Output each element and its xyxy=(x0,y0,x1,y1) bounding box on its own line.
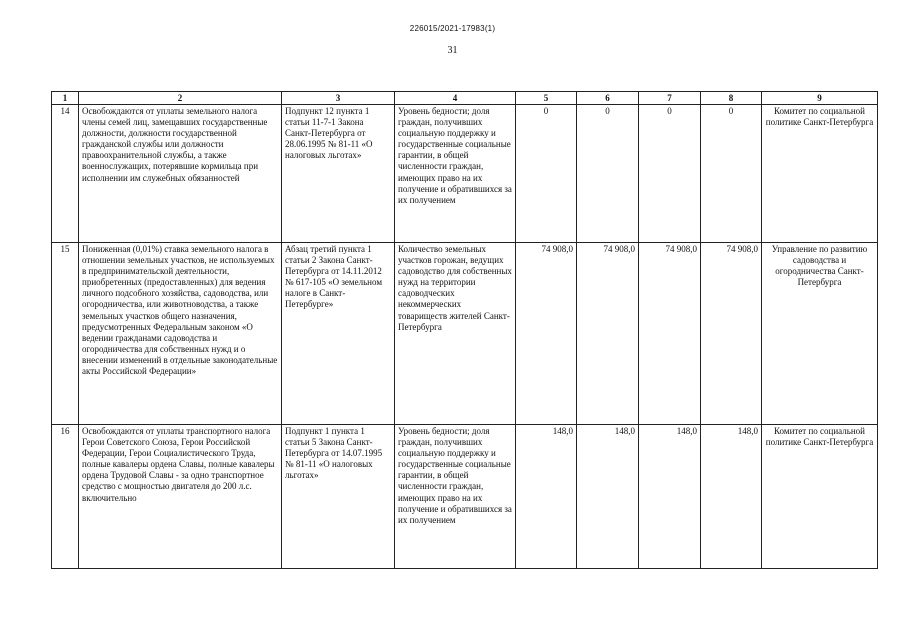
benefit-description: Освобождаются от уплаты земельного налога члены семей лиц, замещавших государственные должности, должности государственной гражданской службы или должности правоохранительной службы, а также военнослужащих, потерявшие кормильца при исполнении им служебных обязанностей xyxy=(79,105,282,243)
value-col7: 0 xyxy=(639,105,701,243)
legal-basis: Подпункт 1 пункта 1 статьи 5 Закона Санкт-Петербурга от 14.07.1995 № 81-11 «О налоговых льготах» xyxy=(282,425,395,569)
value-col6: 0 xyxy=(577,105,639,243)
row-number: 15 xyxy=(52,243,79,425)
column-header: 1 xyxy=(52,92,79,105)
row-number: 16 xyxy=(52,425,79,569)
table-row xyxy=(52,425,878,569)
value-col5: 0 xyxy=(516,105,577,243)
value-col7: 148,0 xyxy=(639,425,701,569)
header-row xyxy=(52,92,878,105)
benefit-description: Освобождаются от уплаты транспортного налога Герои Советского Союза, Герои Российской Федерации, Герои Социалистического Труда, полные кавалеры ордена Славы, полные кавалеры ордена Трудовой Славы - за одно транспортное средство с мощностью двигателя до 200 л.с. включительно xyxy=(79,425,282,569)
value-col7: 74 908,0 xyxy=(639,243,701,425)
column-header: 6 xyxy=(577,92,639,105)
column-header: 4 xyxy=(395,92,516,105)
column-header: 9 xyxy=(762,92,878,105)
target-indicator: Уровень бедности; доля граждан, получивших социальную поддержку и государственные социальные гарантии, в общей численности граждан, имеющих право на их получение и обратившихся за их получением xyxy=(395,105,516,243)
target-indicator: Уровень бедности; доля граждан, получивших социальную поддержку и государственные социальные гарантии, в общей численности граждан, имеющих право на их получение и обратившихся за их получением xyxy=(395,425,516,569)
tax-benefits-table xyxy=(51,91,878,569)
value-col6: 74 908,0 xyxy=(577,243,639,425)
page-number: 31 xyxy=(447,45,458,56)
curator: Комитет по социальной политике Санкт-Петербурга xyxy=(762,425,878,569)
legal-basis: Подпункт 12 пункта 1 статьи 11-7-1 Закона Санкт-Петербурга от 28.06.1995 № 81-11 «О налоговых льготах» xyxy=(282,105,395,243)
curator: Управление по развитию садоводства и огородничества Санкт-Петербурга xyxy=(762,243,878,425)
value-col5: 74 908,0 xyxy=(516,243,577,425)
document-id: 226015/2021-17983(1) xyxy=(409,24,496,33)
value-col8: 148,0 xyxy=(701,425,762,569)
value-col8: 0 xyxy=(701,105,762,243)
value-col6: 148,0 xyxy=(577,425,639,569)
curator: Комитет по социальной политике Санкт-Петербурга xyxy=(762,105,878,243)
column-header: 5 xyxy=(516,92,577,105)
table-row xyxy=(52,105,878,243)
column-header: 7 xyxy=(639,92,701,105)
target-indicator: Количество земельных участков горожан, ведущих садоводство для собственных нужд на территории садоводческих некоммерческих товариществ жителей Санкт-Петербурга xyxy=(395,243,516,425)
column-header: 3 xyxy=(282,92,395,105)
row-number: 14 xyxy=(52,105,79,243)
column-header: 2 xyxy=(79,92,282,105)
table-row xyxy=(52,243,878,425)
legal-basis: Абзац третий пункта 1 статьи 2 Закона Санкт-Петербурга от 14.11.2012 № 617-105 «О земельном налоге в Санкт-Петербурге» xyxy=(282,243,395,425)
column-header: 8 xyxy=(701,92,762,105)
benefit-description: Пониженная (0,01%) ставка земельного налога в отношении земельных участков, не используемых в предпринимательской деятельности, приобретенных (предоставленных) для ведения личного подсобного хозяйства, садоводства, или огородничества, или животноводства, а также земельных участков общего назначения, предусмотренных Федеральным законом «О ведении гражданами садоводства и огородничества для собственных нужд и о внесении изменений в отдельные законодательные акты Российской Федерации» xyxy=(79,243,282,425)
value-col8: 74 908,0 xyxy=(701,243,762,425)
value-col5: 148,0 xyxy=(516,425,577,569)
